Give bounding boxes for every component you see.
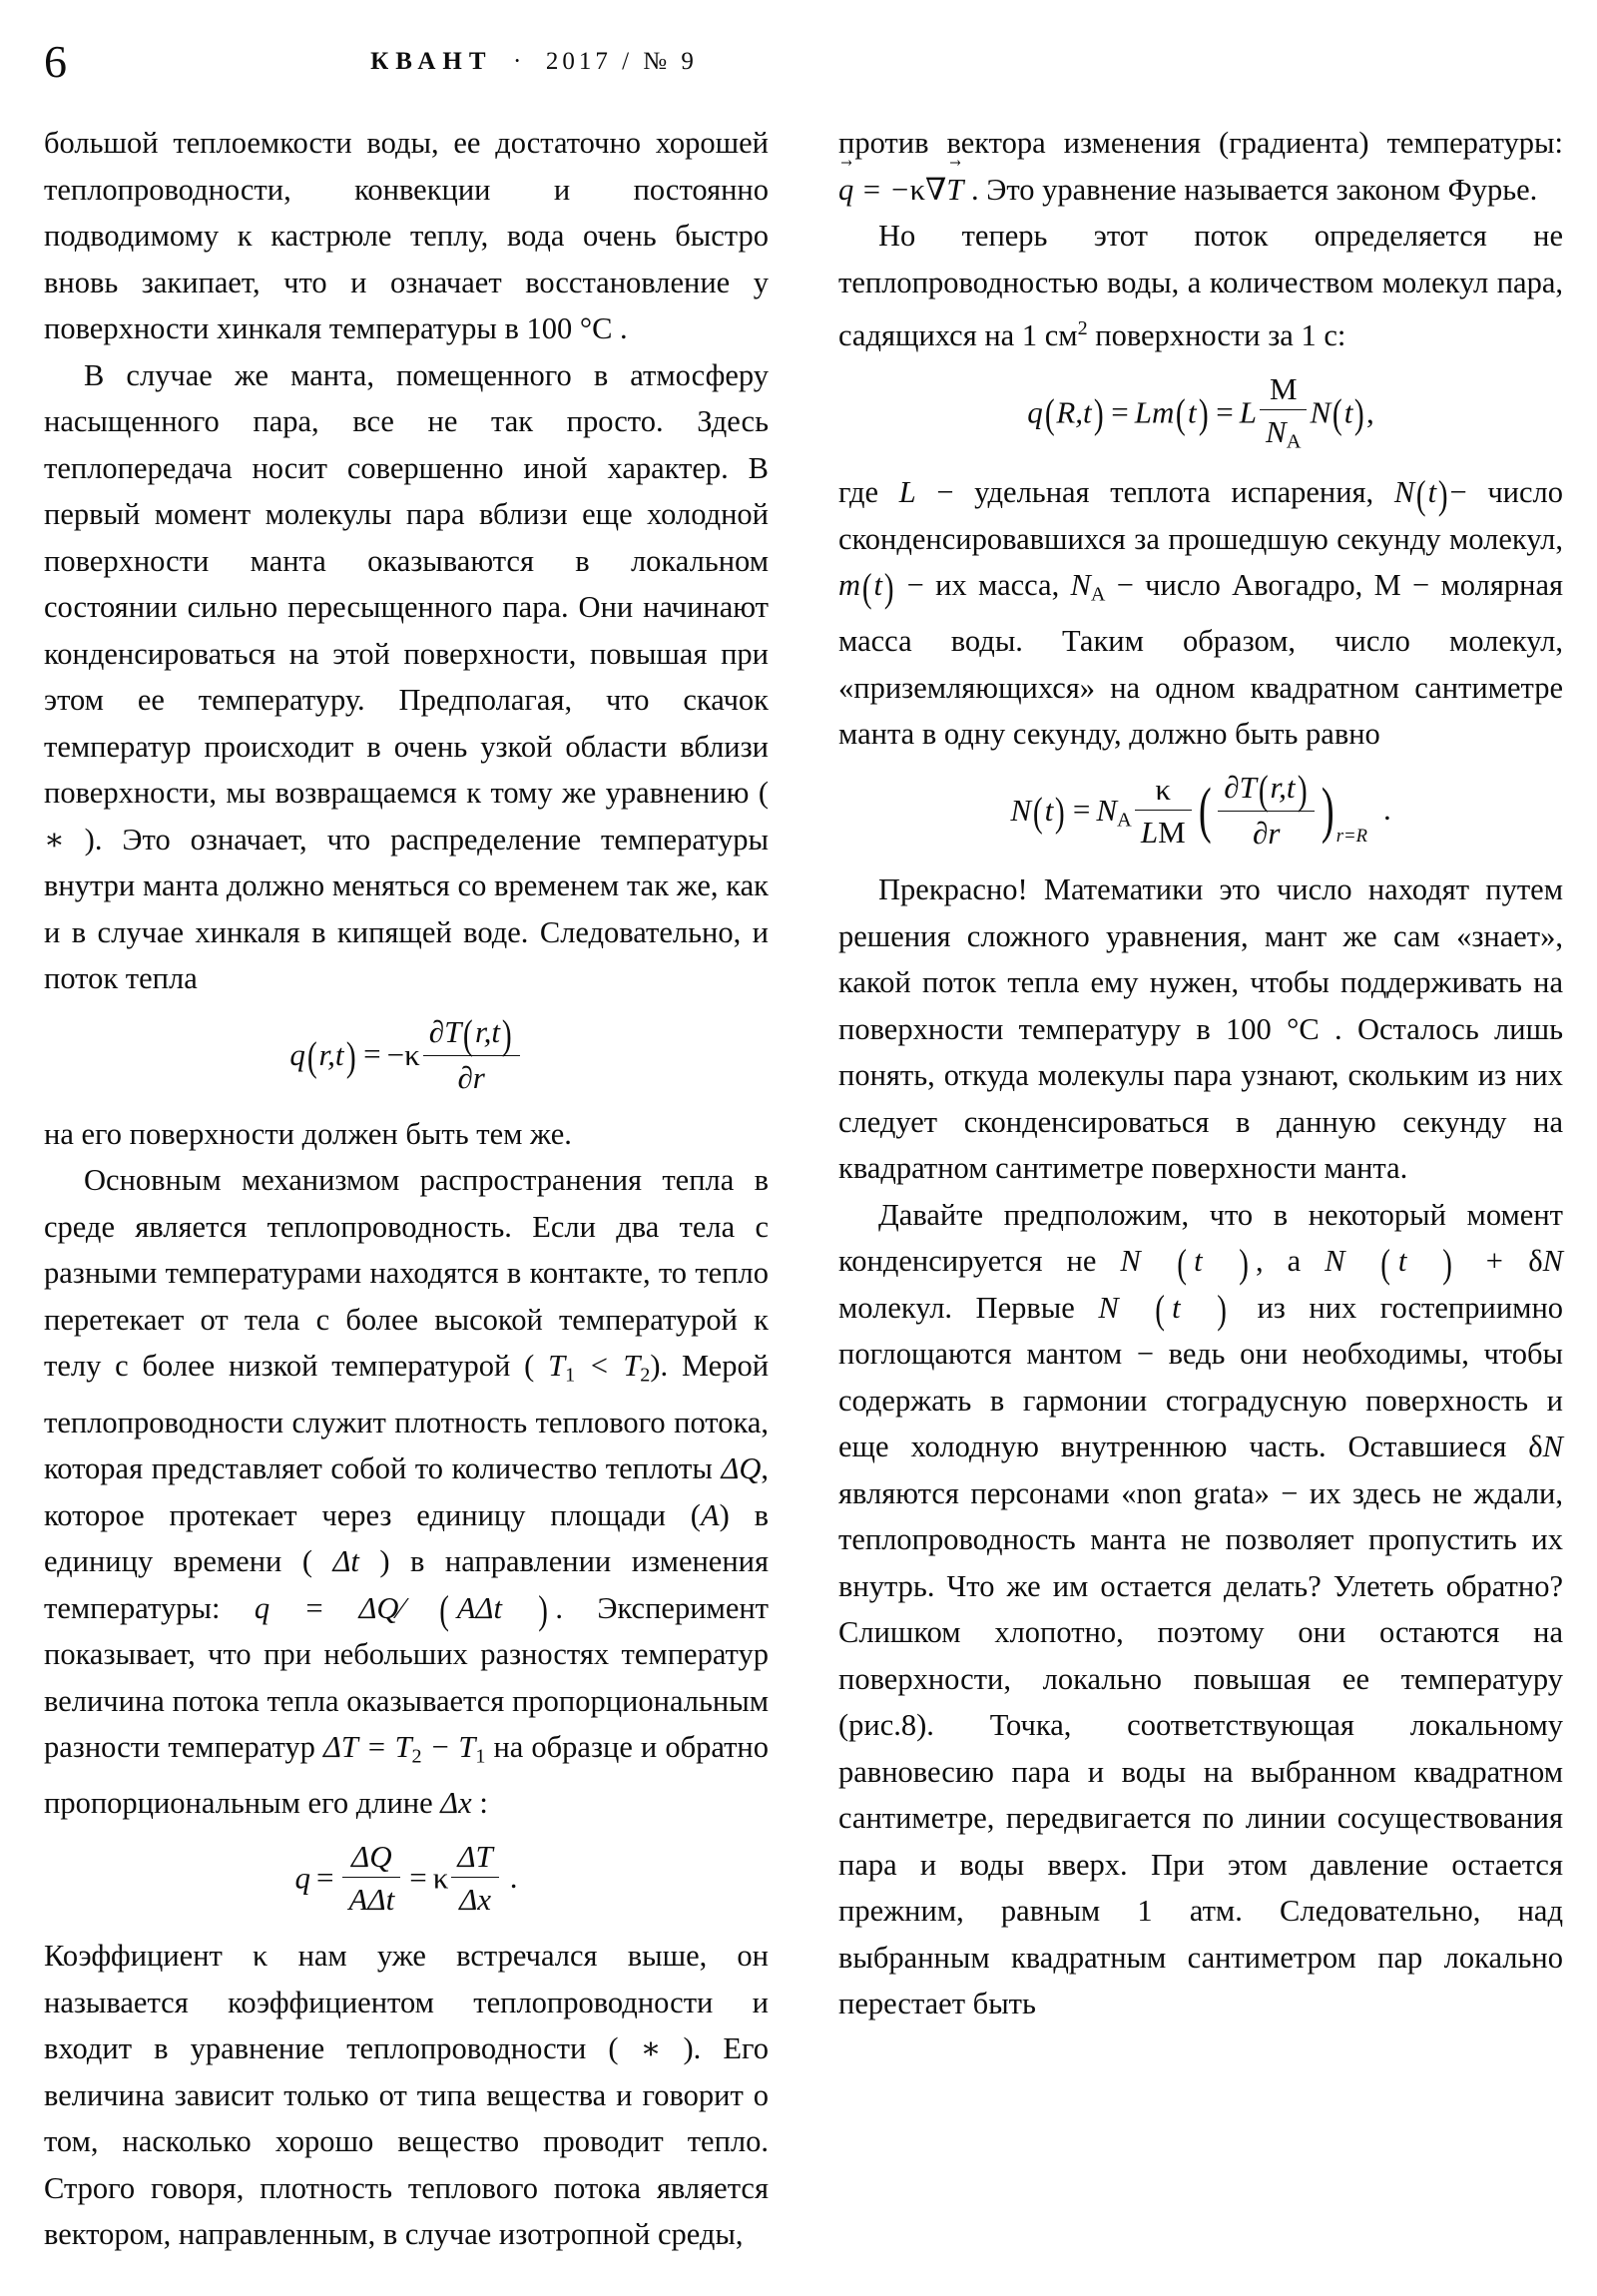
formulaR2-args-1: t (1044, 792, 1054, 828)
formula1-args: r,t (318, 1036, 344, 1072)
page-number: 6 (44, 36, 68, 87)
formulaR1-rparen-1: ) (1093, 391, 1104, 437)
r3-text-d: − их масса, (906, 568, 1060, 602)
p4-math-dx: Δx (440, 1786, 472, 1821)
formula1-lparen: ( (306, 1033, 317, 1079)
formula-heat-flux-radial (44, 1011, 769, 1099)
p4-text-f: . Эксперимент показывает, что при небольших разностях температур величина потока тепла оказывается пропорциональным разности температур (44, 1590, 770, 1765)
formula1-fraction (423, 1013, 520, 1096)
formulaR2-inner-num (1218, 769, 1315, 812)
formulaR2-rparen-big: ) (1322, 776, 1334, 845)
formulaR1-rparen-3: ) (1354, 391, 1365, 437)
paragraph-3: на его поверхности должен быть тем же. (44, 1116, 572, 1151)
r5-text-a: Давайте предположим, что в некоторый момент конденсируется не (838, 1197, 1563, 1279)
formula1-kappa: κ (404, 1036, 420, 1072)
formulaR2-N-1: N (1010, 792, 1031, 828)
formula1-num-lparen: ( (463, 1011, 474, 1057)
r5-math-Nt-2: N ( t ) (1098, 1287, 1227, 1333)
formula-q-delta (44, 1841, 769, 1921)
p4-text-e: ) в направлении изменения температуры: (44, 1544, 770, 1625)
formulaR1-rparen-2: ) (1198, 391, 1209, 437)
formulaR2-inner-partial-num: ∂ (1224, 770, 1240, 806)
p4-math-q-eq: q = ΔQ∕ ( AΔt ) (254, 1587, 548, 1633)
journal-name: КВАНТ (370, 48, 493, 75)
formulaR2-N-2: N (1096, 792, 1118, 828)
formulaR2-inner-partial-den: ∂ (1253, 816, 1269, 852)
formula1-num-rparen: ) (501, 1011, 512, 1057)
right-column (838, 120, 1563, 2027)
formula2-fraction-2 (451, 1838, 498, 1918)
formulaR1-den-sub: A (1286, 431, 1302, 453)
r1-text-a: против вектора изменения (градиента) температуры: (838, 126, 1563, 160)
formula1-partial-den: ∂ (457, 1060, 473, 1096)
formulaR1-m: m (1152, 393, 1175, 429)
formulaR1-numerator-M: M (1260, 370, 1307, 410)
paragraph-r5 (838, 1192, 1563, 2027)
formulaR1-q: q (1027, 393, 1043, 429)
r3-math-L: L (898, 475, 916, 509)
p4-text-g: на образце и обратно пропорциональным его длине (44, 1730, 769, 1821)
formulaR1-lparen-1: ( (1044, 391, 1055, 437)
r3-text-a: где (838, 475, 879, 509)
formula1-num-args: r,t (474, 1014, 500, 1050)
r5-text-d: из них гостеприимно поглощаются мантом − ведь они необходимы, чтобы содержать в гармонии стоградусную поверхность и еще холодную внутреннюю часть. Оставшиеся (838, 1290, 1564, 1464)
formulaR2-inner-args: r,t (1270, 770, 1296, 806)
formula2-q: q (294, 1860, 310, 1896)
formula2-equals-1: = (315, 1860, 334, 1896)
formulaR1-N: N (1310, 393, 1331, 429)
r2-text-a: Но теперь этот поток определяется не теплопроводностью воды, а количеством молекул пара, садящихся на 1 см (838, 219, 1563, 353)
formulaR1-L-1: L (1134, 393, 1153, 429)
p4-text-c: , которое протекает через единицу площади ( (44, 1451, 769, 1532)
formulaR1-args-3: t (1343, 393, 1353, 429)
journal-space (525, 48, 546, 75)
formula-N-t (838, 767, 1563, 855)
journal-separator (493, 48, 514, 75)
r3-math-M: M (1373, 568, 1401, 602)
formula1-equals: = (363, 1036, 381, 1072)
r3-text-e: − число Авогадро, (1116, 568, 1363, 602)
journal-dot: · (513, 48, 526, 75)
formula1-q: q (289, 1036, 305, 1072)
formula1-numerator (423, 1013, 520, 1056)
paragraph-5: Коэффициент κ нам уже встречался выше, он называется коэффициентом теплопроводности и входит в уравнение теплопроводности ( ∗ ). Его величина зависит только от типа вещества и говорит о том, насколько хорошо вещество проводит тепло. Строго говоря, плотность теплового потока является вектором, направленным, в случае изотропной среды, (44, 1939, 769, 2252)
r3-text-b: − удельная теплота испарения, (936, 475, 1374, 509)
formulaR2-lparen-big: ( (1198, 776, 1212, 845)
formula2-fraction-1 (342, 1838, 400, 1918)
r2-text-b: поверхности за 1 с: (1095, 318, 1346, 353)
formulaR2-rparen-1: ) (1055, 789, 1065, 835)
formulaR1-comma: , (1366, 393, 1374, 429)
formula1-T: T (444, 1014, 462, 1050)
formulaR1-equals-1: = (1111, 393, 1129, 429)
formula2-equals-2: = (409, 1860, 427, 1896)
formulaR1-args-1: R,t (1056, 393, 1092, 429)
p4-text-a: Основным механизмом распространения тепла в среде является теплопроводность. Если два тела с разными температурами находятся в контакте, то тепло перетекает от тела с более высокой температурой к телу с более низкой температурой ( (44, 1163, 769, 1384)
p4-text-b: ). Мерой теплопроводности служит плотность теплового потока, которая представляет собой то количество теплоты (44, 1349, 770, 1486)
formula1-rparen: ) (345, 1033, 356, 1079)
formulaR1-fraction (1260, 370, 1307, 454)
formulaR2-period: . (1382, 792, 1391, 828)
r5-math-Nt-1: N ( t ) (1120, 1240, 1249, 1286)
r3-text-f: − молярная масса воды. Таким образом, число молекул, «приземляющихся» на одном квадратном сантиметре манта в одну секунду, должно быть равно (838, 568, 1564, 752)
formula2-kappa: κ (432, 1860, 449, 1896)
r5-text-c: молекул. Первые (838, 1290, 1075, 1325)
r5-text-b: , а (1256, 1244, 1302, 1279)
formulaR1-args-2: t (1188, 393, 1197, 429)
formulaR2-N-2-sub: A (1117, 809, 1132, 832)
formulaR2-fraction-outer (1135, 771, 1192, 851)
formulaR2-lparen-1: ( (1032, 789, 1043, 835)
running-head (0, 34, 1597, 94)
paragraph-2: В случае же манта, помещенного в атмосферу насыщенного пара, все не так просто. Здесь теплопередача носит совершенно иной характер. В первый момент молекулы пара вблизи еще холодной поверхности манта оказываются в локальном состоянии сильно пересыщенного пара. Они начинают конденсироваться на этой поверхности, повышая при этом ее температуру. Предполагая, что скачок температур происходит в очень узкой области вблизи поверхности, мы возвращаемся к тому же уравнению ( ∗ ). Это означает, что распределение температуры внутри манта должно меняться со временем так же, как и в случае хинкаля в кипящей воде. Следовательно, и поток тепла (44, 357, 769, 995)
p4-math-dt: Δt (332, 1544, 359, 1579)
formulaR1-lparen-3: ( (1332, 391, 1342, 437)
formula2-num-2: ΔT (451, 1838, 498, 1878)
formulaR1-den-N: N (1266, 414, 1287, 450)
formulaR2-inner-r: r (1268, 816, 1281, 852)
formula2-den-1: AΔt (348, 1882, 395, 1918)
r2-exponent: 2 (1077, 317, 1088, 339)
journal-issue: 2017 / № 9 (545, 48, 698, 75)
formula2-den-2: Δx (459, 1882, 492, 1918)
paragraph-r4: Прекрасно! Математики это число находят путем решения сложного уравнения, мант же сам «знает», какой поток тепла ему нужен, чтобы поддерживать на поверхности температуру в 100 °C . Осталось лишь понять, откуда молекулы пара узнают, скольким из них следует сконденсироваться в данную секунду на квадратном сантиметре поверхности манта. (838, 872, 1563, 1186)
left-column (44, 120, 769, 2258)
formulaR2-den-LM: LM (1140, 814, 1186, 850)
formulaR2-paren-group (1195, 767, 1367, 855)
r1-text-b: . Это уравнение называется законом Фурье. (970, 172, 1538, 207)
formulaR2-inner-den (1218, 812, 1315, 852)
formulaR2-inner-T: T (1239, 770, 1257, 806)
p4-text-h: : (479, 1786, 488, 1821)
p4-text-d: ) в единицу времени ( (44, 1497, 769, 1579)
r5-math-dN: δN (1528, 1430, 1564, 1464)
formulaR1-denominator-NA (1260, 410, 1307, 454)
formulaR2-equals: = (1072, 792, 1091, 828)
r5-math-Nt-dN: N ( t ) + δN (1325, 1240, 1563, 1286)
p4-math-dQ: ΔQ (721, 1451, 762, 1486)
r5-text-e: являются персонами «non grata» − их здесь не ждали, теплопроводность манта не позволяет пропустить их внутрь. Что же им остается делать? Улететь обратно? Слишком хлопотно, поэтому они остаются на поверхности, локально повышая ее температуру (рис.8). Точка, соответствующая локальному равновесию пара и воды на выбранном квадратном сантиметре, передвигается по линии сосуществования пара и воды вверх. При этом давление остается прежним, равным 1 атм. Следовательно, над выбранным квадратным сантиметром пар локально перестает быть (838, 1475, 1563, 2021)
formula1-partial-num: ∂ (428, 1014, 445, 1050)
p4-math-T1T2: $T_1 < T_2$ (548, 1349, 651, 1388)
formula1-minus: − (386, 1036, 405, 1072)
formula2-num-1: ΔQ (342, 1838, 400, 1878)
formula1-denominator (423, 1056, 520, 1096)
paragraph-r1 (838, 120, 1563, 213)
formulaR2-fraction-inner (1218, 769, 1315, 852)
formulaR1-L-2: L (1239, 393, 1258, 429)
paragraph-4 (44, 1157, 769, 1826)
r3-math-NA: $N_A$ (1070, 568, 1106, 606)
paragraph-1: большой теплоемкости воды, ее достаточно хорошей теплопроводности, конвекции и постоянно подводимому к кастрюле теплу, вода очень быстро вновь закипает, что и означает восстановление у поверхности хинкаля температуры в 100 °C . (44, 126, 769, 345)
formulaR2-eval-sub: r=R (1335, 825, 1367, 847)
formula-q-R-t (838, 373, 1563, 457)
r1-math-fourier: q → = −κ∇T → (838, 173, 963, 207)
r3-text-c: − число сконденсировавшихся за прошедшую секунду молекул, (838, 475, 1564, 556)
formulaR1-lparen-2: ( (1176, 391, 1187, 437)
formulaR2-num-kappa: κ (1135, 771, 1192, 811)
formulaR2-inner-lparen: ( (1258, 767, 1269, 813)
r3-math-Nt: N(t) (1393, 471, 1448, 517)
paragraph-r3 (838, 469, 1563, 758)
p4-math-deltaT: $\Delta T = T_2 - T_1$ (322, 1730, 486, 1768)
journal-header (0, 42, 1068, 82)
formula2-period: . (509, 1860, 518, 1896)
p4-math-A: A (700, 1497, 720, 1532)
r3-math-mt: m(t) (838, 564, 894, 610)
paragraph-r2 (838, 213, 1563, 359)
formula1-r: r (472, 1060, 485, 1096)
formulaR2-inner-rparen: ) (1297, 767, 1308, 813)
formulaR1-equals-2: = (1216, 393, 1234, 429)
